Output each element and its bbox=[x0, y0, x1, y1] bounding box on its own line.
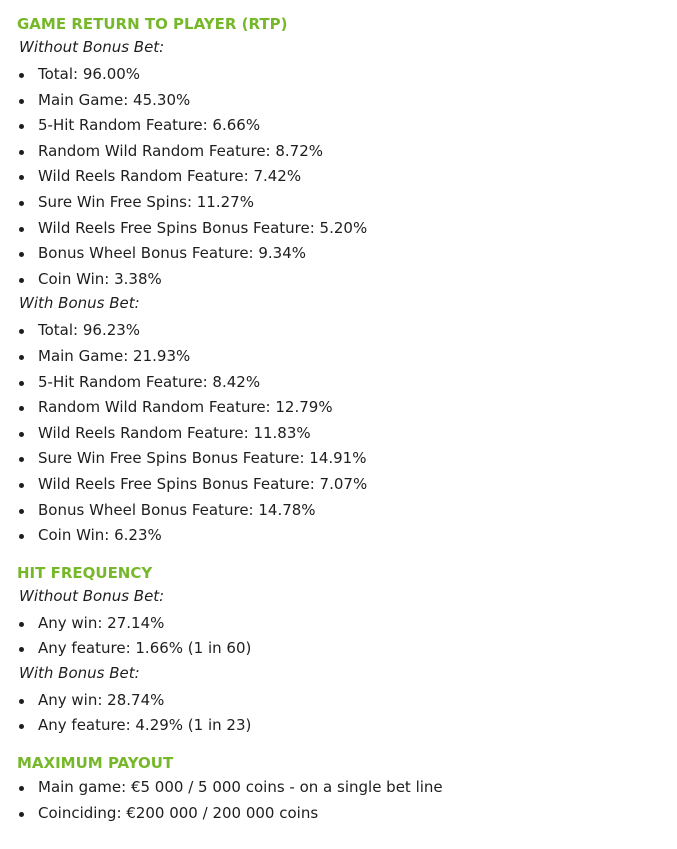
list-item: Any feature: 1.66% (1 in 60) bbox=[17, 636, 677, 662]
list-item: Coin Win: 3.38% bbox=[17, 267, 677, 293]
hit-with-bonus-list bbox=[17, 688, 677, 739]
subhead-without-bonus-bet: Without Bonus Bet: bbox=[19, 38, 165, 56]
maximum-payout-section bbox=[17, 753, 677, 826]
subhead-without-bonus-bet: Without Bonus Bet: bbox=[19, 586, 165, 605]
list-item: Random Wild Random Feature: 8.72% bbox=[17, 139, 677, 165]
section-spacer bbox=[17, 739, 677, 753]
list-item: Wild Reels Random Feature: 7.42% bbox=[17, 164, 677, 190]
section-title-hit-frequency: HIT FREQUENCY bbox=[17, 563, 153, 582]
list-item: Wild Reels Random Feature: 11.83% bbox=[17, 421, 677, 447]
list-item: Main Game: 21.93% bbox=[17, 344, 677, 370]
section-title-rtp: GAME RETURN TO PLAYER (RTP) bbox=[17, 15, 288, 33]
hit-frequency-section bbox=[17, 563, 677, 739]
subhead-with-bonus-bet: With Bonus Bet: bbox=[19, 663, 140, 682]
subhead-with-bonus-bet: With Bonus Bet: bbox=[19, 294, 140, 313]
list-item: 5-Hit Random Feature: 6.66% bbox=[17, 113, 677, 139]
list-item: Wild Reels Free Spins Bonus Feature: 7.07% bbox=[17, 472, 677, 498]
list-item: Bonus Wheel Bonus Feature: 14.78% bbox=[17, 498, 677, 524]
list-item: Main game: €5 000 / 5 000 coins - on a single bet line bbox=[17, 775, 677, 801]
list-item: Sure Win Free Spins: 11.27% bbox=[17, 190, 677, 216]
list-item: Main Game: 45.30% bbox=[17, 88, 677, 114]
rtp-with-bonus-list bbox=[17, 318, 677, 548]
list-item: Coinciding: €200 000 / 200 000 coins bbox=[17, 801, 677, 827]
hit-without-bonus-list bbox=[17, 611, 677, 662]
section-spacer bbox=[17, 549, 677, 563]
list-item: 5-Hit Random Feature: 8.42% bbox=[17, 370, 677, 396]
list-item: Random Wild Random Feature: 12.79% bbox=[17, 395, 677, 421]
list-item: Total: 96.23% bbox=[17, 318, 677, 344]
list-item: Wild Reels Free Spins Bonus Feature: 5.20% bbox=[17, 216, 677, 242]
rtp-without-bonus-list bbox=[17, 62, 677, 292]
list-item: Any feature: 4.29% (1 in 23) bbox=[17, 713, 677, 739]
list-item: Total: 96.00% bbox=[17, 62, 677, 88]
rtp-section bbox=[17, 14, 677, 549]
list-item: Any win: 27.14% bbox=[17, 611, 677, 637]
list-item: Any win: 28.74% bbox=[17, 688, 677, 714]
section-title-maximum-payout: MAXIMUM PAYOUT bbox=[17, 754, 174, 773]
payout-list bbox=[17, 775, 677, 826]
list-item: Bonus Wheel Bonus Feature: 9.34% bbox=[17, 241, 677, 267]
list-item: Sure Win Free Spins Bonus Feature: 14.91% bbox=[17, 446, 677, 472]
list-item: Coin Win: 6.23% bbox=[17, 523, 677, 549]
